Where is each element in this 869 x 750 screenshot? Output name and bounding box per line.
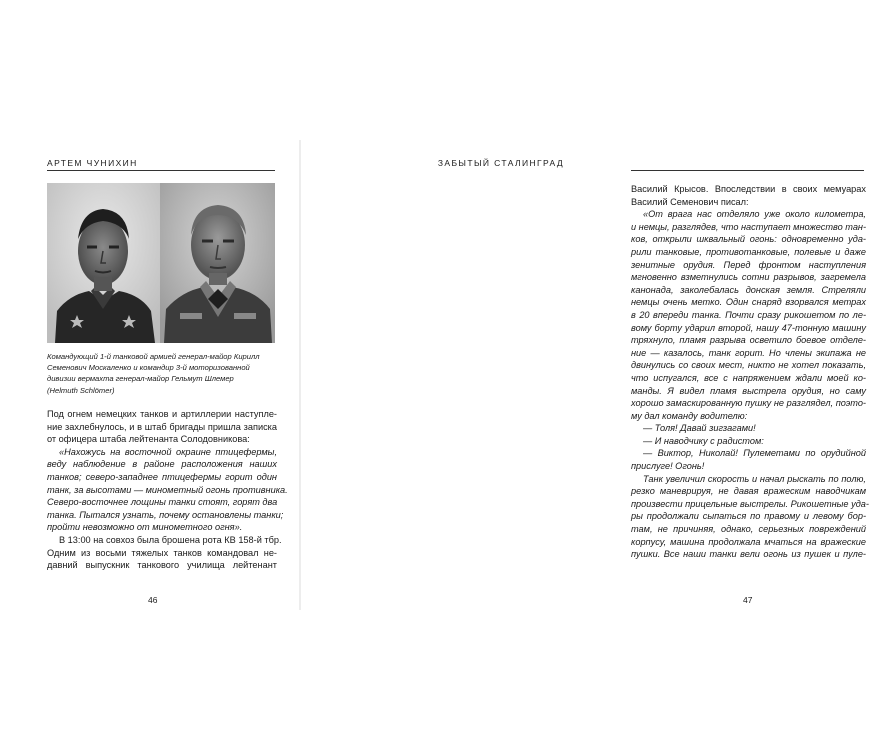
quote-line: там, не причиняя, однако, серьезных повреждений xyxy=(631,524,866,535)
quote-line: «Нахожусь на восточной окраине птицефермы, xyxy=(59,446,277,457)
head-rule-left xyxy=(47,170,275,171)
quote-line: ков, открыли шквальный огонь: одновременно уда- xyxy=(631,234,866,245)
text-line: В 13:00 на совхоз была брошена рота КВ 158-й тбр. xyxy=(59,534,282,545)
quote-line: «От врага нас отделяло уже около километра, xyxy=(643,209,866,220)
quote-line: мгновенно взметнулись сотни разрывов, загремела xyxy=(631,272,866,283)
portrait-photo-moskalenko-image xyxy=(47,183,160,343)
quote-line: Танк увеличил скорость и начал рыскать по полю, xyxy=(643,473,866,484)
running-head-right: ЗАБЫТЫЙ СТАЛИНГРАД xyxy=(437,158,564,168)
page-number-left: 46 xyxy=(148,595,158,605)
quote-line: резко маневрируя, не давая вражеским наводчикам xyxy=(631,486,866,497)
quote-line: немцы очень метко. Один снаряд взорвался метрах xyxy=(631,297,866,308)
head-rule-right xyxy=(631,170,864,171)
quote-line: вому борту ударил второй, нашу 47-тонную машину xyxy=(631,322,866,333)
quote-line: ры продолжали сыпаться по правому и левому бор- xyxy=(631,511,866,522)
quote-line: корпусу, машина продолжала мчаться на вражеские xyxy=(631,536,866,547)
quote-line: танка. Пытался узнать, почему остановлены танки; xyxy=(47,509,284,520)
portrait-photo-schlomer xyxy=(160,183,275,343)
body-text-left xyxy=(47,408,288,572)
text-line: Одним из восьми тяжелых танков командовал не- xyxy=(47,547,277,558)
portrait-photos xyxy=(47,183,275,343)
quote-line: — Виктор, Николай! Пулеметами по орудийной xyxy=(643,448,866,459)
left-page xyxy=(0,0,300,750)
quote-line: прислуге! Огонь! xyxy=(631,461,705,472)
page-number-right: 47 xyxy=(743,595,753,605)
quote-line: — И наводчику с радистом: xyxy=(643,435,764,446)
right-page xyxy=(300,0,869,750)
quote-line: канонада, заколебалась донская земля. Стреляли xyxy=(631,284,866,295)
quote-line: танк, за высотами — минометный огонь противника. xyxy=(47,484,288,495)
quote-line: Северо-восточнее лощины танки стоят, горят два xyxy=(47,497,278,508)
quote-line: пройти невозможно от минометного огня». xyxy=(47,522,243,533)
quote-line: хорошо замаскированную пушку не разглядел, поэто- xyxy=(631,398,866,409)
quote-line: зенитные орудия. Перед фронтом наступления xyxy=(631,259,866,270)
quote-line: двинулись со своих мест, никто не хотел показать, xyxy=(631,360,866,371)
caption-line: Семенович Москаленко и командир 3-й моторизованной xyxy=(47,363,250,373)
portrait-photo-schlomer-image xyxy=(160,183,275,343)
quote-line: тряхнуло, пламя разрыва осветило боевое отделе- xyxy=(631,335,866,346)
quote-line: в 20 впереди танка. Почти сразу рикошетом по ле- xyxy=(631,309,866,320)
quote-line: рили танковые, противотанковые, полевые и даже xyxy=(631,246,866,257)
text-line: давний выпускник танкового училища лейтенант xyxy=(47,560,277,571)
caption-line: (Helmuth Schlömer) xyxy=(47,385,115,395)
quote-line: му дал команду водителю: xyxy=(631,410,748,421)
quote-line: танков; северо-западнее птицефермы горит один xyxy=(47,471,277,482)
caption-line: дивизии вермахта генерал-майор Гельмут Шлемер xyxy=(47,374,234,384)
body-text-right xyxy=(631,183,869,561)
quote-line: ние — казалось, танк горит. Но члены экипажа не xyxy=(631,347,866,358)
text-line: ние захлебнулось, и в штаб бригады пришла записка xyxy=(47,421,277,432)
quote-line: и немцы, разглядев, что наступает множество тан- xyxy=(631,221,867,232)
quote-line: произвести прицельные выстрелы. Рикошетные уда- xyxy=(631,498,869,509)
quote-line: что испугался, все с напряжением ждали моей ко- xyxy=(631,372,866,383)
text-line: Василий Крысов. Впоследствии в своих мемуарах xyxy=(631,184,866,194)
running-head-left: АРТЕМ ЧУНИХИН xyxy=(47,158,138,168)
caption-line: Командующий 1-й танковой армией генерал-майор Кирилл xyxy=(47,352,260,361)
quote-line: — Толя! Давай зигзагами! xyxy=(643,423,756,434)
quote-line: манды. Я видел пламя выстрела орудия, но саму xyxy=(631,385,866,396)
text-line: от офицера штаба лейтенанта Солодовникова: xyxy=(47,434,250,445)
text-line: Под огнем немецких танков и артиллерии наступле- xyxy=(47,409,277,419)
text-line: Василий Семенович писал: xyxy=(631,196,749,207)
portrait-photo-moskalenko xyxy=(47,183,160,343)
quote-line: веду наблюдение в районе расположения наших xyxy=(47,459,277,470)
photo-caption xyxy=(47,351,275,396)
quote-line: пушки. Все наши танки вели огонь из пушек и пуле- xyxy=(631,549,866,560)
